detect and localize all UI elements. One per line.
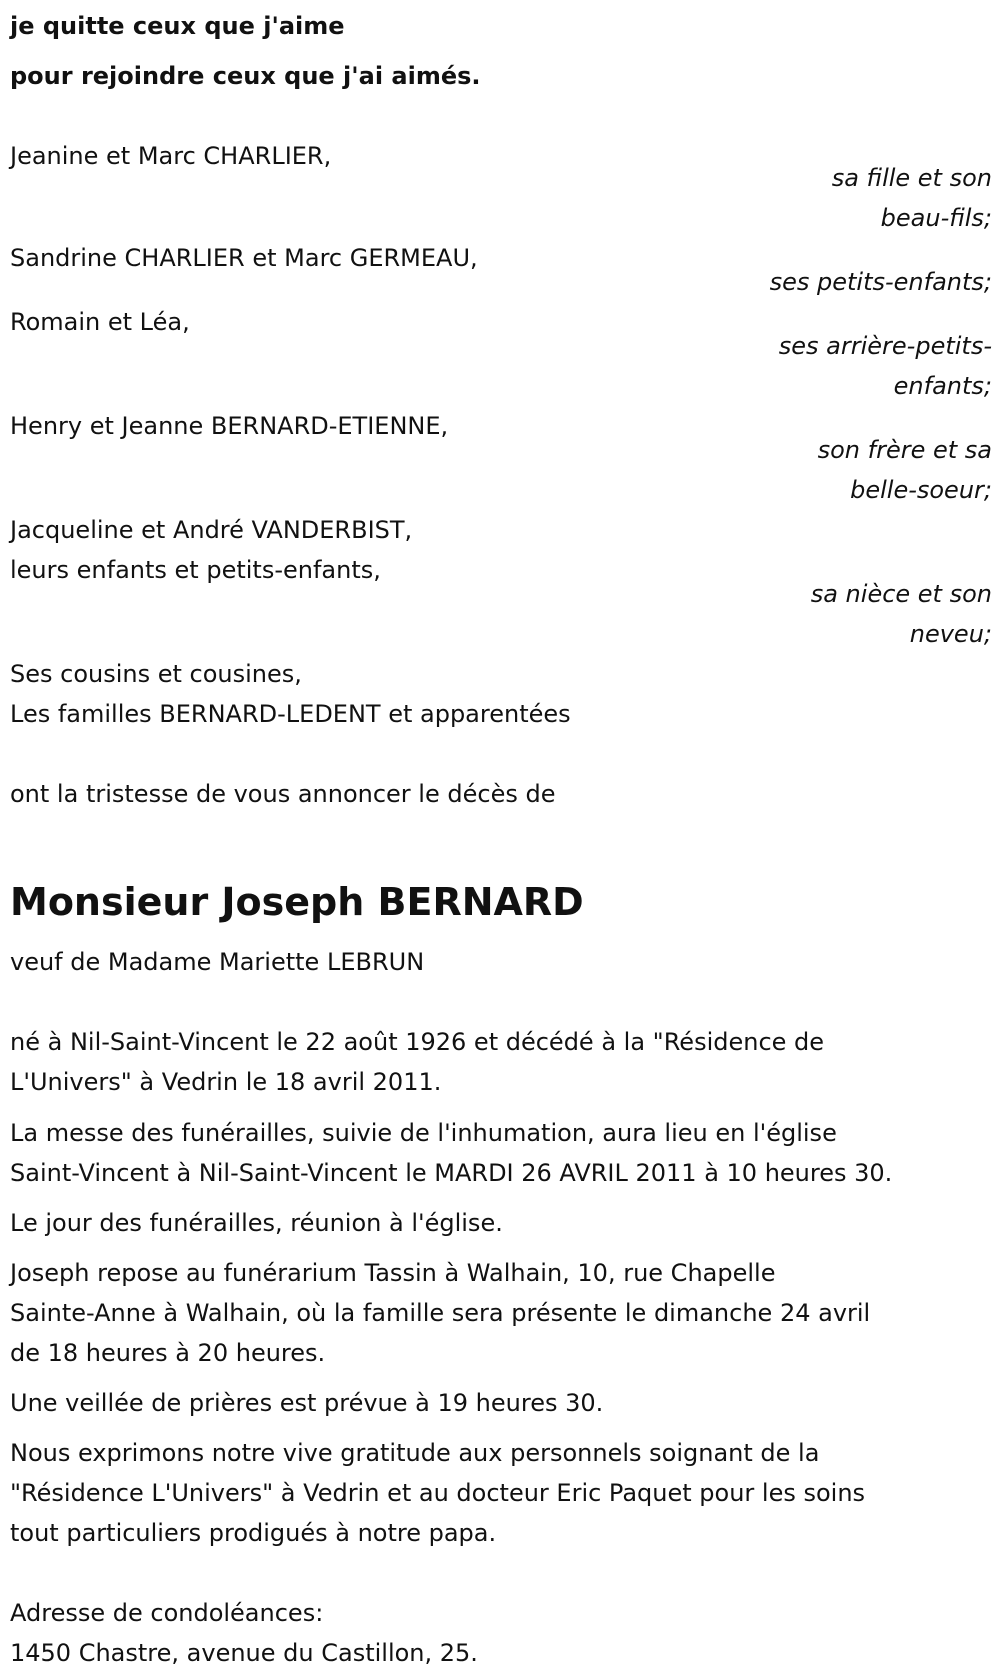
funeral-line-2: Saint-Vincent à Nil-Saint-Vincent le MARDI 26 AVRIL 2011 à 10 heures 30. xyxy=(10,1159,893,1187)
quote-line-2: pour rejoindre ceux que j'ai aimés. xyxy=(10,62,481,90)
gratitude-line-2: "Résidence L'Univers" à Vedrin et au docteur Eric Paquet pour les soins xyxy=(10,1479,866,1507)
family-name-2: Sandrine CHARLIER et Marc GERMEAU, xyxy=(10,244,478,272)
family-relation-1-line-2: beau-fils; xyxy=(880,204,992,232)
address-value: 1450 Chastre, avenue du Castillon, 25. xyxy=(10,1639,478,1667)
gratitude-line-3: tout particuliers prodigués à notre papa. xyxy=(10,1519,497,1547)
family-name-1: Jeanine et Marc CHARLIER, xyxy=(10,142,332,170)
gratitude-line-1: Nous exprimons notre vive gratitude aux personnels soignant de la xyxy=(10,1439,820,1467)
birth-line-2: L'Univers" à Vedrin le 18 avril 2011. xyxy=(10,1068,442,1096)
family-relation-3-line-2: enfants; xyxy=(893,372,992,400)
deceased-name: Monsieur Joseph BERNARD xyxy=(10,880,584,925)
rest-line-3: de 18 heures à 20 heures. xyxy=(10,1339,326,1367)
family-relation-3-line-1: ses arrière-petits- xyxy=(778,332,992,360)
family-relation-3 xyxy=(692,326,992,406)
family-relation-5 xyxy=(692,574,992,654)
funeral-line-1: La messe des funérailles, suivie de l'inhumation, aura lieu en l'église xyxy=(10,1119,837,1147)
family-relation-4-line-2: belle-soeur; xyxy=(850,476,992,504)
family-name-5-line-2: leurs enfants et petits-enfants, xyxy=(10,556,381,584)
family-relation-5-line-1: sa nièce et son xyxy=(810,580,992,608)
rest-line-1: Joseph repose au funérarium Tassin à Walhain, 10, rue Chapelle xyxy=(10,1259,776,1287)
family-name-5: Jacqueline et André VANDERBIST, xyxy=(10,516,413,544)
family-relation-1 xyxy=(692,158,992,238)
family-relation-4-line-1: son frère et sa xyxy=(817,436,992,464)
family-relation-2-line-1: ses petits-enfants; xyxy=(769,268,992,296)
family-name-3: Romain et Léa, xyxy=(10,308,190,336)
address-label: Adresse de condoléances: xyxy=(10,1599,324,1627)
family-relation-5-line-2: neveu; xyxy=(909,620,992,648)
vigil-line: Une veillée de prières est prévue à 19 heures 30. xyxy=(10,1389,604,1417)
announcement: ont la tristesse de vous annoncer le décès de xyxy=(10,780,556,808)
family-relation-4 xyxy=(692,430,992,510)
quote-line-1: je quitte ceux que j'aime xyxy=(10,12,345,40)
family-relation-1-line-1: sa fille et son xyxy=(831,164,992,192)
cousins-line-2: Les familles BERNARD-LEDENT et apparentées xyxy=(10,700,571,728)
family-relation-2 xyxy=(692,262,992,302)
widower-line: veuf de Madame Mariette LEBRUN xyxy=(10,948,425,976)
meeting-line: Le jour des funérailles, réunion à l'église. xyxy=(10,1209,503,1237)
birth-line-1: né à Nil-Saint-Vincent le 22 août 1926 et décédé à la "Résidence de xyxy=(10,1028,825,1056)
cousins-line-1: Ses cousins et cousines, xyxy=(10,660,302,688)
rest-line-2: Sainte-Anne à Walhain, où la famille sera présente le dimanche 24 avril xyxy=(10,1299,871,1327)
family-name-4: Henry et Jeanne BERNARD-ETIENNE, xyxy=(10,412,449,440)
